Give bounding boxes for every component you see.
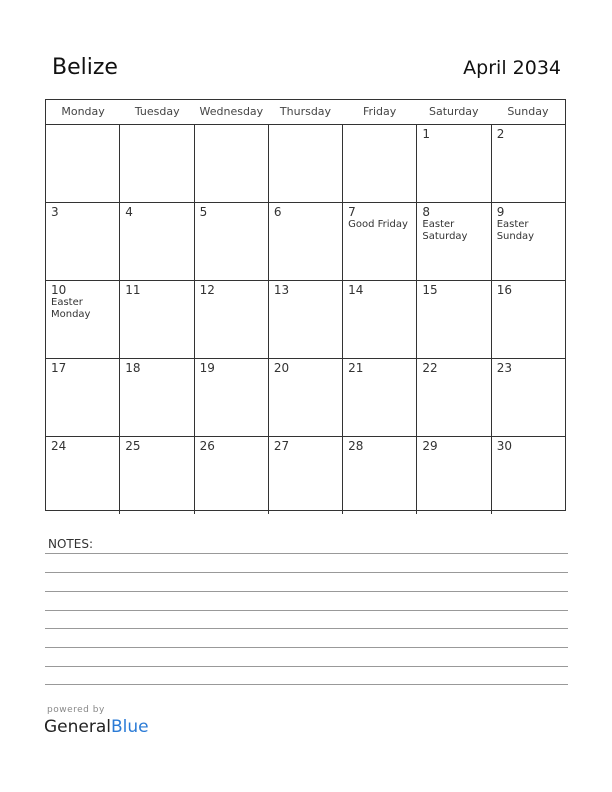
calendar-grid [45, 99, 566, 511]
weekday-wednesday: Wednesday [199, 105, 264, 118]
weekday-tuesday: Tuesday [134, 105, 180, 118]
day-number: 7 [348, 205, 356, 219]
day-cell [492, 437, 565, 514]
day-cell [417, 359, 491, 436]
day-cell [269, 437, 343, 514]
day-number: 12 [199, 283, 215, 297]
day-number: 27 [273, 439, 290, 453]
day-cell [195, 125, 269, 202]
day-number: 30 [496, 439, 512, 453]
day-number: 24 [51, 439, 67, 453]
day-cell [46, 203, 120, 280]
day-number: 16 [496, 283, 512, 297]
day-cell [343, 281, 417, 358]
day-cell [417, 437, 491, 514]
day-cell [46, 359, 120, 436]
day-number: 29 [422, 439, 438, 453]
generalblue-logo [44, 717, 149, 737]
day-number: 15 [422, 283, 438, 297]
calendar-week-row [46, 437, 565, 514]
notes-line [45, 553, 568, 554]
day-cell [269, 359, 343, 436]
day-cell [46, 125, 120, 202]
notes-line [45, 591, 568, 592]
notes-line [45, 610, 568, 611]
day-cell [343, 203, 417, 280]
day-number: 22 [422, 361, 438, 375]
day-number: 21 [348, 361, 364, 375]
weekday-thursday: Thursday [279, 105, 332, 118]
day-cell [417, 281, 491, 358]
weekday-saturday: Saturday [428, 105, 479, 118]
notes-line [45, 572, 568, 573]
day-number: 18 [125, 361, 141, 375]
day-cell [195, 437, 269, 514]
day-number: 4 [125, 205, 133, 219]
day-number: 6 [273, 205, 282, 219]
day-number: 23 [496, 361, 512, 375]
brand-general: General [44, 717, 111, 737]
day-cell [120, 125, 194, 202]
day-cell [269, 281, 343, 358]
day-cell [343, 125, 417, 202]
notes-line [45, 666, 568, 667]
day-number: 3 [51, 205, 59, 219]
holiday-label: Easter Saturday [422, 219, 468, 242]
day-number: 25 [125, 439, 141, 453]
month-year-title: April 2034 [463, 57, 561, 79]
day-cell [120, 359, 194, 436]
day-cell [46, 281, 120, 358]
day-cell [195, 359, 269, 436]
day-cell [492, 281, 565, 358]
day-number: 14 [348, 283, 364, 297]
weekday-monday: Monday [61, 105, 105, 118]
country-title: Belize [52, 55, 118, 80]
day-cell [343, 359, 417, 436]
day-cell [269, 125, 343, 202]
day-cell [195, 203, 269, 280]
day-number: 8 [422, 205, 431, 219]
day-cell [120, 281, 194, 358]
day-cell [492, 203, 565, 280]
day-cell [343, 437, 417, 514]
weekday-friday: Friday [362, 105, 397, 118]
day-number: 26 [199, 439, 215, 453]
day-cell [417, 203, 491, 280]
day-cell [269, 203, 343, 280]
notes-line [45, 628, 568, 629]
day-number: 10 [51, 283, 67, 297]
day-number: 2 [496, 127, 505, 141]
calendar-week-row [46, 281, 565, 359]
day-number: 11 [125, 283, 141, 297]
calendar-week-row [46, 125, 565, 203]
day-cell [120, 437, 194, 514]
day-number: 28 [348, 439, 364, 453]
day-number: 17 [51, 361, 67, 375]
day-cell [120, 203, 194, 280]
day-number: 5 [199, 205, 208, 219]
day-cell [195, 281, 269, 358]
holiday-label: Good Friday [348, 219, 408, 230]
day-number: 9 [496, 205, 505, 219]
day-cell [417, 125, 491, 202]
brand-blue: Blue [111, 717, 149, 737]
powered-by-label: powered by [47, 705, 105, 715]
weekday-sunday: Sunday [507, 105, 549, 118]
day-number: 13 [273, 283, 290, 297]
day-cell [492, 125, 565, 202]
day-number: 20 [273, 361, 290, 375]
holiday-label: Easter Monday [51, 297, 91, 320]
day-number: 19 [199, 361, 215, 375]
calendar-week-row [46, 359, 565, 437]
notes-label: NOTES: [48, 537, 93, 551]
calendar-weeks [46, 125, 565, 514]
calendar-week-row [46, 203, 565, 281]
day-cell [46, 437, 120, 514]
weekday-header-row [46, 100, 565, 125]
notes-line [45, 684, 568, 685]
notes-line [45, 647, 568, 648]
day-cell [492, 359, 565, 436]
day-number: 1 [422, 127, 431, 141]
holiday-label: Easter Sunday [496, 219, 535, 242]
